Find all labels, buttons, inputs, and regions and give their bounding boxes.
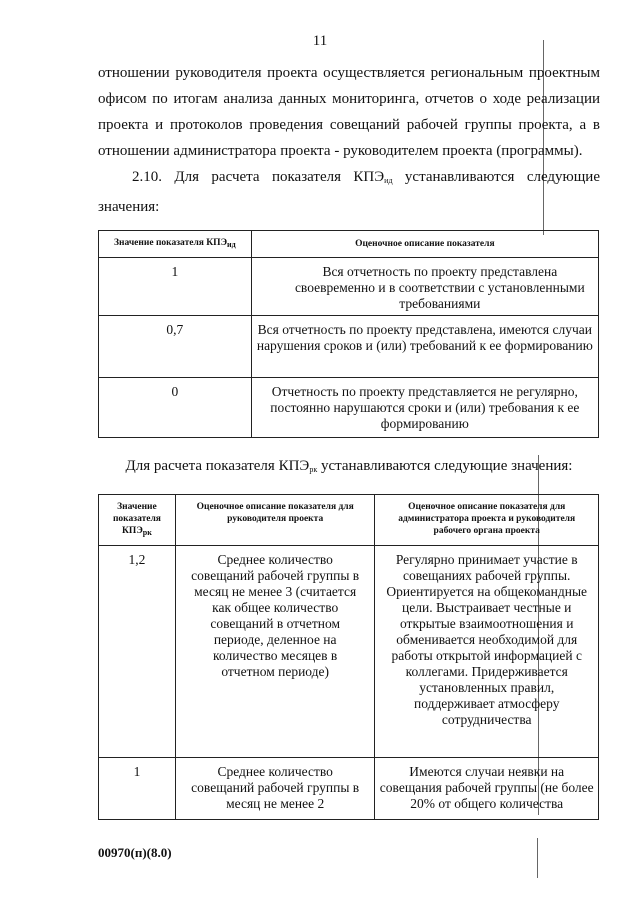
table-row	[99, 258, 599, 316]
header-manager: Оценочное описание показателя для руководителя проекта	[175, 495, 375, 546]
intro-line: отношении администратора проекта - руководителем проекта (программы).	[98, 143, 583, 159]
row-description: Вся отчетность по проекту представлена своевременно и в соответствии с установленными требованиями	[251, 258, 598, 316]
header-description: Оценочное описание показателя	[251, 231, 598, 258]
row-value: 0	[99, 378, 252, 438]
table-row	[99, 378, 599, 438]
document-code: 00970(п)(8.0)	[98, 845, 172, 860]
row-admin: Имеются случаи неявки на совещания рабочей группы (не более 20% от общего количества	[375, 758, 599, 820]
row-value: 1,2	[99, 546, 176, 758]
table2-caption: Для расчета показателя $КПЭ_{рк}$ устанавливаются следующие значения:	[125, 458, 573, 474]
row-manager: Среднее количество совещаний рабочей группы в месяц не менее 2	[175, 758, 375, 820]
intro-paragraph	[98, 60, 600, 164]
kpe-id-table	[98, 230, 599, 438]
row-description: Вся отчетность по проекту представлена, имеются случаи нарушения сроков и (или) требований к ее формированию	[251, 316, 598, 378]
section-2-10	[98, 164, 600, 220]
table-header-row	[99, 231, 599, 258]
header-admin: Оценочное описание показателя для администратора проекта и руководителя рабочего органа проекта	[375, 495, 599, 546]
table-row	[99, 316, 599, 378]
row-description: Отчетность по проекту представляется не регулярно, постоянно нарушаются сроки и (или) требования к ее формированию	[251, 378, 598, 438]
kpe-rk-table	[98, 494, 599, 820]
intro-line: отношении руководителя проекта осуществляется региональным проектным	[98, 65, 600, 81]
table-row	[99, 758, 599, 820]
intro-line: офисом по итогам анализа данных мониторинга, отчетов о ходе реализации	[98, 91, 600, 107]
header-value: Значение показателя $КПЭ_{ид}$	[99, 231, 252, 258]
page-number: 11	[312, 33, 328, 49]
section-2-10-line2: значения:	[98, 199, 160, 215]
row-value: 1	[99, 758, 176, 820]
row-value: 1	[99, 258, 252, 316]
section-2-10-line1: 2.10. Для расчета показателя $КПЭ_{ид}$ устанавливаются следующие	[132, 169, 600, 185]
row-value: 0,7	[99, 316, 252, 378]
header-value: Значение показателя $КПЭ_{рк}$	[99, 495, 176, 546]
table-row	[99, 546, 599, 758]
table-header-row	[99, 495, 599, 546]
scan-artifact-line	[537, 838, 538, 878]
row-manager: Среднее количество совещаний рабочей группы в месяц не менее 3 (считается как общее количество совещаний в отчетном периоде, деленное на количество месяцев в отчетном периоде)	[175, 546, 375, 758]
row-admin: Регулярно принимает участие в совещаниях рабочей группы. Ориентируется на общекомандные цели. Выстраивает честные и открытые взаимоотношения и обменивается необходимой для работы открытой информацией с коллегами. Придерживается установленных правил, поддерживает атмосферу сотрудничества	[375, 546, 599, 758]
intro-line: проекта и протоколов проведения совещаний рабочей группы проекта, а в	[98, 117, 600, 133]
